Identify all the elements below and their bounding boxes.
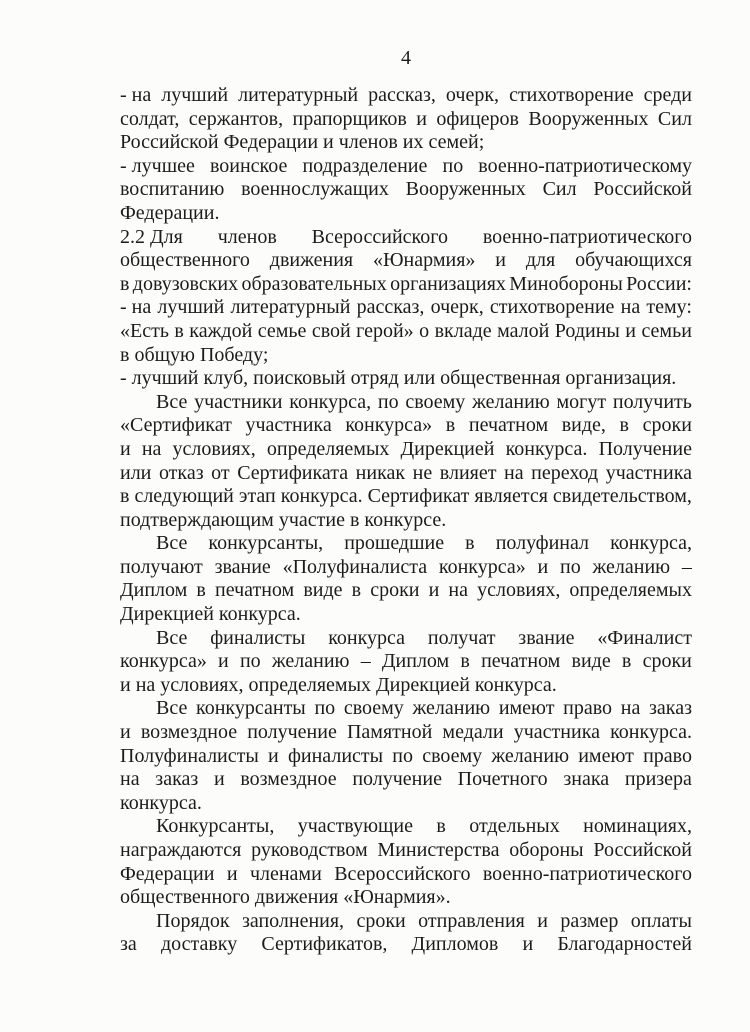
text-line bbox=[120, 438, 692, 462]
word: и bbox=[218, 650, 229, 673]
word: в bbox=[174, 319, 184, 342]
word: довузовских bbox=[132, 272, 239, 295]
word: Вооруженных bbox=[405, 178, 526, 201]
word: заказ bbox=[649, 697, 692, 720]
word: по bbox=[239, 650, 261, 673]
word: литературный bbox=[238, 84, 359, 106]
word: на bbox=[448, 579, 468, 602]
word: возмездное bbox=[140, 721, 238, 744]
word: и bbox=[120, 437, 131, 460]
word: - на bbox=[120, 296, 152, 319]
word: руководством bbox=[251, 839, 368, 861]
word: влияет bbox=[439, 461, 497, 484]
text-line bbox=[120, 84, 692, 108]
text-line: в общую Победу; bbox=[120, 343, 269, 366]
word: звание bbox=[214, 555, 271, 578]
word: участника bbox=[513, 721, 600, 744]
word: - на bbox=[120, 84, 152, 106]
word: получают bbox=[120, 555, 203, 578]
word: «Полуфиналиста bbox=[282, 555, 428, 578]
word: среди bbox=[643, 84, 692, 106]
word: конкурса» bbox=[120, 650, 207, 673]
word: рассказ, bbox=[356, 296, 425, 319]
word: заполнения, bbox=[241, 909, 345, 932]
word: и bbox=[522, 933, 534, 956]
word: определяемых bbox=[266, 437, 390, 460]
word: получение bbox=[247, 721, 337, 744]
word: знака bbox=[563, 768, 610, 791]
word: за bbox=[120, 933, 137, 956]
word: конкурса» bbox=[438, 555, 526, 578]
word: сроки bbox=[642, 650, 692, 673]
word: на bbox=[620, 697, 641, 720]
word: стихотворение bbox=[509, 84, 634, 106]
word: Вооруженных bbox=[528, 107, 649, 130]
word: желанию bbox=[592, 555, 671, 578]
text-line bbox=[120, 627, 692, 651]
word: семье bbox=[257, 319, 307, 342]
word: Все bbox=[156, 390, 188, 413]
text-line: Дирекцией конкурса. bbox=[120, 603, 301, 626]
word: виде, bbox=[561, 414, 606, 437]
word: Дирекцией bbox=[400, 437, 495, 460]
text-line bbox=[120, 178, 692, 202]
word: и bbox=[537, 909, 548, 932]
word: от bbox=[211, 461, 230, 484]
word: тему: bbox=[646, 296, 692, 319]
text-line: конкурса. bbox=[120, 791, 202, 814]
word: желанию bbox=[412, 697, 491, 720]
word: «Есть bbox=[120, 319, 169, 342]
word: и bbox=[213, 768, 225, 791]
word: по bbox=[442, 154, 464, 177]
word: отдельных bbox=[469, 815, 560, 838]
word: офицеров bbox=[436, 107, 519, 130]
word: по bbox=[377, 390, 399, 413]
word: печатном bbox=[214, 579, 295, 602]
word: своему bbox=[422, 744, 483, 767]
word: и bbox=[537, 555, 549, 578]
text-line bbox=[120, 226, 692, 250]
text-line bbox=[120, 556, 692, 580]
text-line bbox=[120, 108, 692, 132]
word: право bbox=[643, 744, 692, 767]
text-line bbox=[120, 320, 692, 344]
page-number: 4 bbox=[401, 47, 411, 69]
word: определяемых bbox=[569, 579, 692, 602]
word: прошедшие bbox=[344, 532, 445, 555]
word: Сил bbox=[657, 107, 692, 130]
word: и bbox=[625, 319, 636, 342]
word: переход bbox=[531, 461, 599, 484]
word: вкладе bbox=[434, 319, 492, 342]
word: и bbox=[495, 249, 506, 272]
word: членов bbox=[217, 225, 277, 248]
word: Диплом bbox=[381, 650, 450, 673]
text-line bbox=[120, 933, 692, 957]
text-line bbox=[120, 462, 692, 486]
word: конкурса, bbox=[289, 390, 372, 413]
word: обороны bbox=[509, 839, 584, 861]
word: организациях bbox=[390, 272, 506, 295]
word: Все bbox=[156, 697, 188, 720]
word: Всероссийского bbox=[334, 862, 471, 885]
word: членами bbox=[249, 862, 322, 885]
word: по bbox=[392, 744, 413, 767]
word: герой» bbox=[356, 319, 414, 342]
text-line bbox=[120, 768, 692, 792]
word: условиях, bbox=[172, 437, 256, 460]
word: литературный bbox=[230, 296, 351, 319]
word: виде bbox=[303, 579, 343, 602]
word: в bbox=[619, 414, 629, 437]
word: участвующие bbox=[297, 815, 413, 838]
word: «Юнармия» bbox=[373, 249, 476, 272]
word: получат bbox=[427, 626, 496, 649]
text-line bbox=[120, 249, 692, 273]
text-line bbox=[120, 650, 692, 674]
text-line bbox=[120, 839, 692, 863]
text-line: Российской Федерации и членов их семей; bbox=[120, 131, 485, 154]
text-line bbox=[120, 532, 692, 556]
word: очерк, bbox=[445, 84, 500, 106]
word: в bbox=[445, 414, 456, 437]
word: финалисты bbox=[210, 626, 306, 649]
word: Родины bbox=[554, 319, 620, 342]
word: желанию bbox=[491, 744, 570, 767]
word: – bbox=[681, 555, 692, 578]
word: на bbox=[504, 461, 524, 484]
text-line bbox=[120, 697, 692, 721]
word: «Финалист bbox=[597, 626, 692, 649]
word: обучающихся bbox=[575, 249, 692, 272]
word: Российской bbox=[593, 839, 692, 861]
word: конкурсанты, bbox=[208, 532, 324, 555]
text-line bbox=[120, 745, 692, 769]
word: Диплом bbox=[120, 579, 188, 602]
word: – bbox=[360, 650, 371, 673]
word: и bbox=[428, 579, 440, 602]
word: каждой bbox=[189, 319, 253, 342]
word: в bbox=[460, 650, 470, 673]
word: призера bbox=[624, 768, 692, 791]
text-line: общественного движения «Юнармия». bbox=[120, 886, 451, 909]
text-line bbox=[120, 721, 692, 745]
word: и bbox=[226, 862, 238, 885]
word: общественного bbox=[120, 249, 250, 272]
word: желанию bbox=[472, 390, 550, 413]
word: очерк, bbox=[430, 296, 484, 319]
word: Сертификатов, bbox=[261, 933, 388, 956]
text-line: - лучший клуб, поисковый отряд или общественная организация. bbox=[120, 367, 677, 390]
word: на bbox=[141, 437, 162, 460]
word: полуфинал bbox=[495, 532, 590, 555]
word: для bbox=[525, 249, 556, 272]
word: или bbox=[120, 461, 152, 484]
word: печатном bbox=[481, 650, 561, 673]
word: на bbox=[120, 768, 140, 791]
word: отправления bbox=[418, 909, 525, 932]
word: конкурса. bbox=[610, 721, 692, 744]
word: Дипломов bbox=[411, 933, 499, 956]
text-line bbox=[120, 485, 692, 509]
word: в bbox=[196, 579, 206, 602]
word: воспитанию bbox=[120, 178, 225, 201]
word: военнослужащих bbox=[241, 178, 389, 201]
word: лучший bbox=[161, 84, 229, 106]
word: имеют bbox=[498, 697, 555, 720]
word: о bbox=[419, 319, 430, 342]
word: медали bbox=[442, 721, 504, 744]
word: отказ bbox=[158, 461, 204, 484]
word: сроки bbox=[356, 909, 406, 932]
word: прапорщиков bbox=[292, 107, 407, 130]
word: Сертификат bbox=[367, 485, 470, 508]
word: конкурса. bbox=[505, 437, 588, 460]
word: возмездное bbox=[240, 768, 337, 791]
word: в bbox=[621, 650, 632, 673]
text-line bbox=[120, 414, 692, 438]
word: Почетного bbox=[457, 768, 548, 791]
word: сержантов, bbox=[188, 107, 284, 130]
document-body bbox=[120, 84, 692, 957]
word: сроки bbox=[370, 579, 420, 602]
text-line: и на условиях, определяемых Дирекцией конкурса. bbox=[120, 673, 557, 696]
word: в bbox=[120, 272, 130, 295]
text-line bbox=[120, 391, 692, 415]
word: награждаются bbox=[120, 839, 242, 861]
word: размер bbox=[560, 909, 619, 932]
word: России: bbox=[626, 272, 692, 295]
word: Все bbox=[156, 532, 188, 555]
word: движения bbox=[269, 249, 354, 272]
word: на bbox=[620, 296, 641, 319]
word: и bbox=[268, 744, 279, 767]
word: Полуфиналисты bbox=[120, 744, 259, 767]
word: рассказ, bbox=[368, 84, 436, 106]
word: заказ bbox=[155, 768, 199, 791]
word: по bbox=[314, 697, 336, 720]
word: подразделение bbox=[302, 154, 428, 177]
word: номинациях, bbox=[583, 815, 692, 838]
word: финалисты bbox=[287, 744, 384, 767]
word: сроки bbox=[642, 414, 692, 437]
text-line bbox=[120, 863, 692, 887]
word: и bbox=[416, 107, 427, 130]
word: «Сертификат bbox=[120, 414, 232, 437]
word: Благодарностей bbox=[557, 933, 692, 956]
word: получение bbox=[352, 768, 442, 791]
word: свидетельством, bbox=[552, 485, 692, 508]
text-line bbox=[120, 296, 692, 320]
word: и bbox=[120, 721, 131, 744]
word: получить bbox=[612, 390, 692, 413]
word: Сертификата bbox=[237, 461, 349, 484]
word: 2.2 Для bbox=[120, 225, 183, 248]
word: свой bbox=[311, 319, 351, 342]
word: могут bbox=[556, 390, 607, 413]
word: конкурса, bbox=[610, 532, 692, 555]
word: солдат, bbox=[120, 107, 180, 130]
word: Сил bbox=[542, 178, 577, 201]
word: малой bbox=[497, 319, 550, 342]
text-line bbox=[120, 815, 692, 839]
word: Получение bbox=[598, 437, 692, 460]
word: Всероссийского bbox=[311, 225, 448, 248]
word: Конкурсанты, bbox=[156, 815, 275, 838]
word: следующий bbox=[134, 485, 234, 508]
word: имеют bbox=[578, 744, 634, 767]
word: стихотворение bbox=[489, 296, 615, 319]
word: виде bbox=[571, 650, 611, 673]
word: в bbox=[465, 532, 475, 555]
word: желанию bbox=[271, 650, 350, 673]
word: в bbox=[120, 485, 130, 508]
word: Федерации bbox=[120, 862, 215, 885]
word: в bbox=[351, 579, 362, 602]
word: Минобороны bbox=[509, 272, 623, 295]
text-line bbox=[120, 273, 692, 297]
text-line: Федерации. bbox=[120, 201, 220, 224]
word: своему bbox=[405, 390, 466, 413]
word: лучший bbox=[157, 296, 225, 319]
word: - лучшее bbox=[120, 154, 195, 177]
word: конкурсанты bbox=[196, 697, 306, 720]
word: семьи bbox=[641, 319, 692, 342]
word: никак bbox=[355, 461, 406, 484]
word: военно-патриотического bbox=[482, 862, 692, 885]
word: Порядок bbox=[156, 909, 230, 932]
word: является bbox=[474, 485, 548, 508]
word: воинское bbox=[209, 154, 288, 177]
word: Памятной bbox=[346, 721, 433, 744]
word: не bbox=[412, 461, 433, 484]
word: военно-патриотического bbox=[482, 225, 692, 248]
word: конкурса» bbox=[345, 414, 433, 437]
word: этап bbox=[238, 485, 276, 508]
word: в bbox=[436, 815, 446, 838]
word: печатном bbox=[468, 414, 549, 437]
text-line bbox=[120, 579, 692, 603]
word: право bbox=[563, 697, 613, 720]
text-line bbox=[120, 155, 692, 179]
word: участники bbox=[194, 390, 283, 413]
word: участника bbox=[245, 414, 332, 437]
word: оплаты bbox=[630, 909, 692, 932]
word: своему bbox=[343, 697, 404, 720]
word: участника bbox=[605, 461, 692, 484]
word: звание bbox=[518, 626, 575, 649]
word: конкурса bbox=[328, 626, 406, 649]
text-line bbox=[120, 910, 692, 934]
word: военно-патриотическому bbox=[478, 154, 692, 177]
text-line: подтверждающим участие в конкурсе. bbox=[120, 508, 447, 531]
word: по bbox=[560, 555, 581, 578]
word: конкурса. bbox=[280, 485, 363, 508]
word: Все bbox=[156, 626, 188, 649]
word: образовательных bbox=[241, 272, 387, 295]
word: доставку bbox=[160, 933, 238, 956]
word: условиях, bbox=[477, 579, 561, 602]
word: Министерства bbox=[377, 839, 500, 861]
word: Российской bbox=[593, 178, 692, 201]
